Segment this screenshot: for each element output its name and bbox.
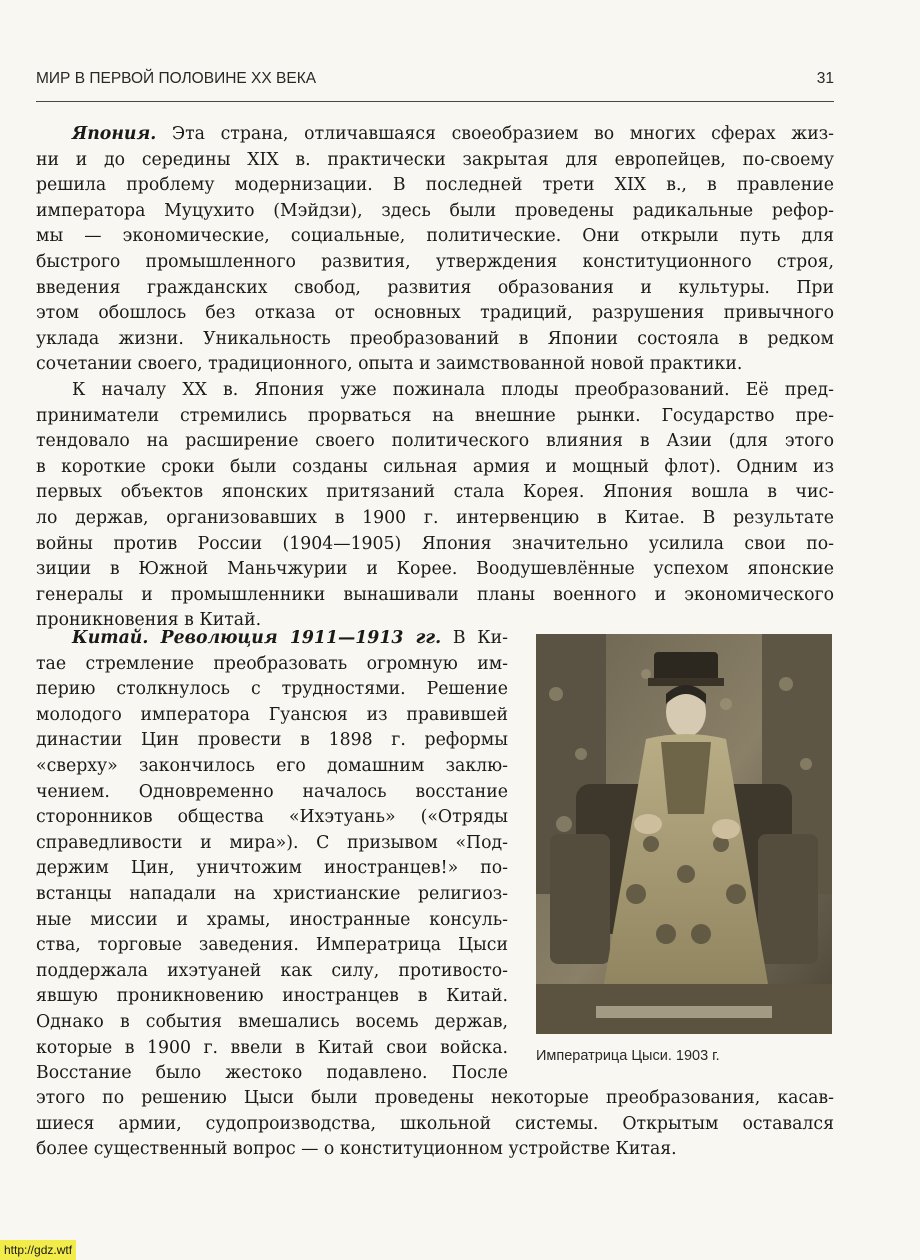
text-line: проникновения в Китай.: [36, 610, 262, 631]
text-line: сочетании своего, традиционного, опыта и заимствованной новой практики.: [36, 354, 743, 375]
text-line: первых объектов японских притязаний стала Корея. Япония вошла в чис-: [36, 482, 834, 503]
running-head: [36, 70, 834, 88]
text-line: молодого императора Гуансюя из правившей: [36, 704, 508, 725]
running-head-title: МИР В ПЕРВОЙ ПОЛОВИНЕ XX ВЕКА: [36, 70, 317, 87]
section-heading-china: Китай. Революция 1911—1913 гг.: [72, 628, 442, 648]
text-line: чением. Одновременно началось восстание: [36, 781, 508, 802]
text-line: ства, торговые заведения. Императрица Цыси: [36, 935, 508, 956]
text-line: Китай. Революция 1911—1913 гг. В Ки-: [72, 628, 508, 648]
text-line: этого по решению Цыси были проведены некоторые преобразования, касав-: [36, 1088, 834, 1108]
text-line: быстрого промышленного развития, утверждения конституционного строя,: [36, 251, 834, 272]
text-line: встанцы нападали на христианские религиоз-: [36, 883, 508, 904]
text-line: императора Муцухито (Мэйдзи), здесь были проведены радикальные рефор-: [36, 200, 834, 221]
text-line: «сверху» закончилось его домашним заклю-: [36, 755, 508, 776]
text-line: решила проблему модернизации. В последней трети XIX в., в правление: [36, 175, 834, 196]
text-line: тае стремление преобразовать огромную им-: [36, 653, 508, 674]
section-heading-japan: Япония.: [72, 124, 157, 144]
text-line: тендовало на расширение своего политического влияния в Азии (для этого: [36, 431, 834, 452]
text-line: справедливости и мира»). С призывом «Под-: [36, 832, 508, 853]
paragraph-japan: [36, 122, 834, 378]
text-line: в короткие сроки были созданы сильная армия и мощный флот). Одним из: [36, 456, 834, 477]
text-line: ные миссии и храмы, иностранные консуль-: [36, 909, 508, 930]
paragraph-japan-expansion: [36, 378, 834, 634]
text-line: сторонников общества «Ихэтуань» («Отряды: [36, 807, 508, 828]
watermark-link[interactable]: http://gdz.wtf: [0, 1240, 76, 1260]
text-line: этом обошлось без отказа от основных традиций, разрушения привычного: [36, 303, 834, 324]
photo-caption: Императрица Цыси. 1903 г.: [536, 1048, 720, 1064]
text-line: держим Цин, уничтожим иностранцев!» по-: [36, 858, 508, 879]
paragraph-china: [36, 626, 508, 1087]
text-line: Однако в события вмешались восемь держав,: [36, 1011, 508, 1032]
text-line: Восстание было жестоко подавлено. После: [36, 1063, 508, 1084]
paragraph-china-continued: [36, 1086, 834, 1163]
text-line: династии Цин провести в 1898 г. реформы: [36, 730, 508, 751]
text-line: уклада жизни. Уникальность преобразований в Японии состояла в редком: [36, 328, 834, 349]
text-line: К началу XX в. Япония уже пожинала плоды преобразований. Её пред-: [72, 380, 834, 400]
text-line: более существенный вопрос — о конституционном устройстве Китая.: [36, 1139, 677, 1160]
portrait-photo: [536, 634, 832, 1034]
text-line: Япония. Эта страна, отличавшаяся своеобразием во многих сферах жиз-: [72, 124, 834, 144]
text-line: явшую проникновению иностранцев в Китай.: [36, 986, 508, 1007]
text-line: перию столкнулось с трудностями. Решение: [36, 679, 508, 700]
text-line: войны против России (1904—1905) Япония значительно усилила свои по-: [36, 533, 834, 554]
text-line: зиции в Южной Маньчжурии и Корее. Воодушевлённые успехом японские: [36, 559, 834, 580]
text-line: ло держав, организовавших в 1900 г. интервенцию в Китае. В результате: [36, 507, 834, 528]
text-line: приниматели стремились прорваться на внешние рынки. Государство пре-: [36, 405, 834, 426]
text-line: которые в 1900 г. ввели в Китай свои войска.: [36, 1037, 508, 1058]
text-line: мы — экономические, социальные, политические. Они открыли путь для: [36, 226, 834, 247]
text-line: введения гражданских свобод, развития образования и культуры. При: [36, 277, 834, 298]
page-number: 31: [816, 70, 834, 87]
text-line: шиеся армии, судопроизводства, школьной системы. Открытым оставался: [36, 1113, 834, 1134]
text-line: ни и до середины XIX в. практически закрытая для европейцев, по-своему: [36, 149, 834, 170]
text-line: поддержала ихэтуаней как силу, противосто-: [36, 960, 508, 981]
text-line: генералы и промышленники вынашивали планы военного и экономического: [36, 584, 834, 605]
header-rule: [36, 101, 834, 102]
